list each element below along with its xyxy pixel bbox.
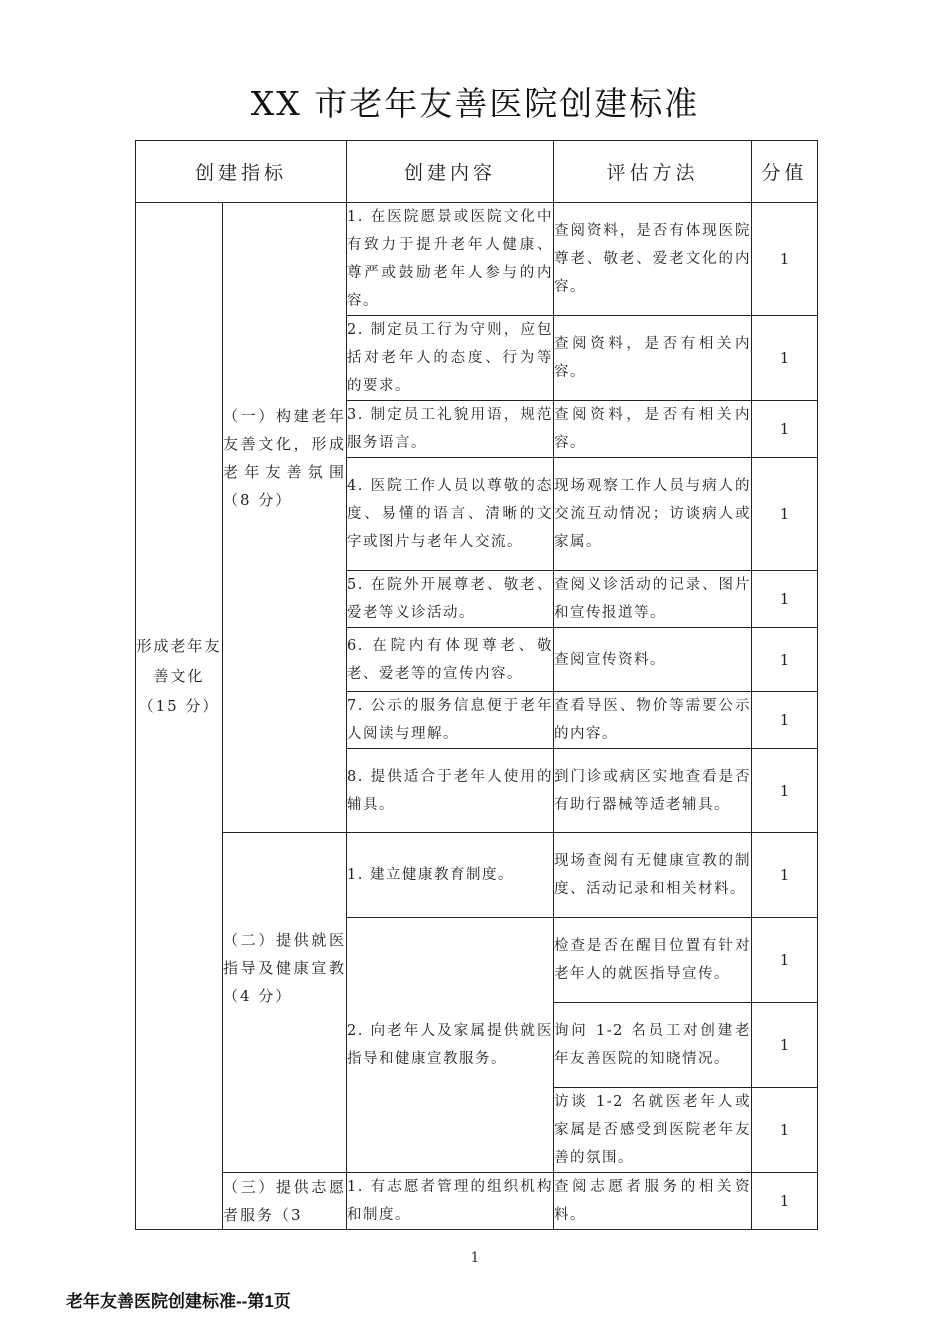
group-cell-1 [223, 203, 347, 833]
method-cell: 访谈 1-2 名就医老年人或家属是否感受到医院老年友善的氛围。 [554, 1088, 752, 1173]
group-label: （三）提供志愿者服务（3 [223, 1178, 347, 1224]
score-cell: 1 [752, 628, 818, 692]
method-cell: 现场观察工作人员与病人的交流互动情况；访谈病人或家属。 [554, 458, 752, 571]
page-number: 1 [470, 1250, 480, 1266]
standards-table [135, 140, 818, 1230]
score-cell: 1 [752, 1003, 818, 1088]
score-cell: 1 [752, 316, 818, 401]
header-score: 分值 [752, 141, 818, 203]
category-label: 形成老年友善文化（15 分） [136, 637, 222, 715]
score-cell: 1 [752, 571, 818, 628]
header-row [136, 141, 818, 203]
method-cell: 到门诊或病区实地查看是否有助行器械等适老辅具。 [554, 749, 752, 833]
content-cell: 2. 制定员工行为守则，应包括对老年人的态度、行为等的要求。 [347, 316, 554, 401]
header-method: 评估方法 [554, 141, 752, 203]
content-cell: 8. 提供适合于老年人使用的辅具。 [347, 749, 554, 833]
method-cell: 检查是否在醒目位置有针对老年人的就医指导宣传。 [554, 918, 752, 1003]
table-row [136, 1173, 818, 1230]
score-cell: 1 [752, 1173, 818, 1230]
table-row [136, 203, 818, 316]
header-indicator: 创建指标 [136, 141, 347, 203]
header-content: 创建内容 [347, 141, 554, 203]
group-label: （一）构建老年友善文化，形成老年友善氛围（8 分） [223, 406, 347, 509]
score-cell: 1 [752, 918, 818, 1003]
score-cell: 1 [752, 833, 818, 918]
content-cell: 5. 在院外开展尊老、敬老、爱老等义诊活动。 [347, 571, 554, 628]
content-cell: 2. 向老年人及家属提供就医指导和健康宣教服务。 [347, 918, 554, 1173]
method-cell: 查看导医、物价等需要公示的内容。 [554, 692, 752, 749]
content-cell: 3. 制定员工礼貌用语，规范服务语言。 [347, 401, 554, 458]
method-cell: 查阅宣传资料。 [554, 628, 752, 692]
content-cell: 1. 有志愿者管理的组织机构和制度。 [347, 1173, 554, 1230]
method-cell: 查阅资料，是否有体现医院尊老、敬老、爱老文化的内容。 [554, 203, 752, 316]
score-cell: 1 [752, 458, 818, 571]
score-cell: 1 [752, 749, 818, 833]
method-cell: 询问 1-2 名员工对创建老年友善医院的知晓情况。 [554, 1003, 752, 1088]
score-cell: 1 [752, 203, 818, 316]
content-cell: 1. 在医院愿景或医院文化中有致力于提升老年人健康、尊严或鼓励老年人参与的内容。 [347, 203, 554, 316]
method-cell: 现场查阅有无健康宣教的制度、活动记录和相关材料。 [554, 833, 752, 918]
content-cell: 7. 公示的服务信息便于老年人阅读与理解。 [347, 692, 554, 749]
method-cell: 查阅志愿者服务的相关资料。 [554, 1173, 752, 1230]
group-cell-2 [223, 833, 347, 1173]
group-label: （二）提供就医指导及健康宣教（4 分） [223, 930, 347, 1005]
score-cell: 1 [752, 401, 818, 458]
page-title: XX 市老年友善医院创建标准 [250, 84, 700, 123]
page-footer: 老年友善医院创建标准--第1页 [66, 1292, 291, 1311]
category-cell [136, 203, 223, 1230]
method-cell: 查阅资料，是否有相关内容。 [554, 401, 752, 458]
content-cell: 6. 在院内有体现尊老、敬老、爱老等的宣传内容。 [347, 628, 554, 692]
method-cell: 查阅资料，是否有相关内容。 [554, 316, 752, 401]
score-cell: 1 [752, 692, 818, 749]
score-cell: 1 [752, 1088, 818, 1173]
group-cell-3 [223, 1173, 347, 1230]
table-row [136, 833, 818, 918]
content-cell: 4. 医院工作人员以尊敬的态度、易懂的语言、清晰的文字或图片与老年人交流。 [347, 458, 554, 571]
content-cell: 1. 建立健康教育制度。 [347, 833, 554, 918]
method-cell: 查阅义诊活动的记录、图片和宣传报道等。 [554, 571, 752, 628]
